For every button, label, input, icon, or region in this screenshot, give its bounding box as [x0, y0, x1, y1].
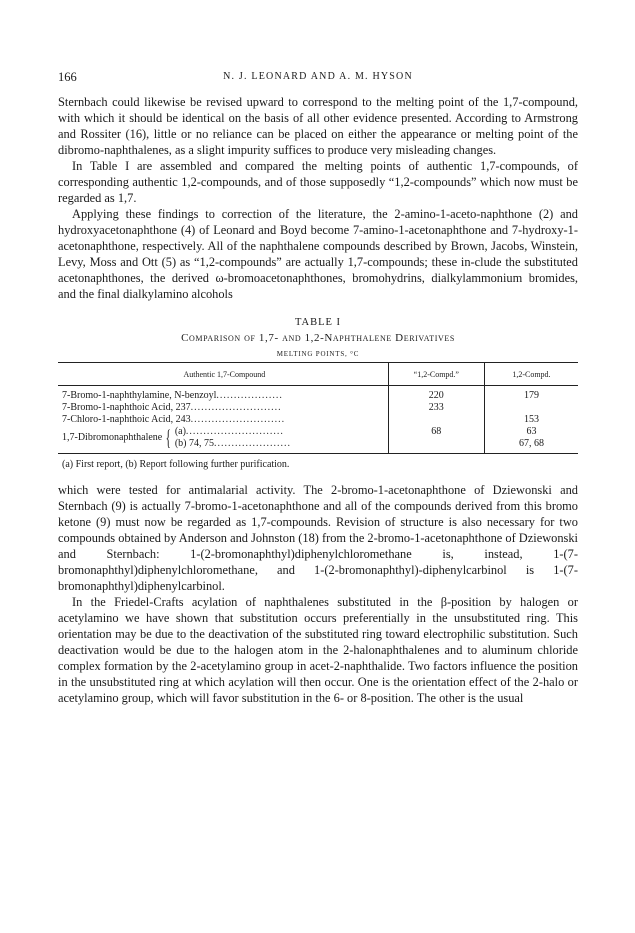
paragraph: which were tested for antimalarial activity. The 2-bromo-1-acetonaphthone of Dziewonski and Sternbach (9) is actually 7-bromo-1-acetonaphthone and all of the compounds derived from this bromo ketone (9) must now be regarded as 1,7-compounds. Revision of structure is also necessary for two compounds obtained by Anderson and Johnston (18) from the 2-bromo-1-acetonaphthone of Dziewonski and Sternbach: 1-(2-bromonaphthyl)diphenylchloromethane is, instead, 1-(7-bromonaphthyl)diphenylchloromethane, and 1-(2-bromonaphthyl)-diphenylcarbinol is 1-(7-bromonaphthyl)diphenylcarbinol. — [58, 483, 578, 593]
table-row — [58, 426, 578, 454]
paragraph: In Table I are assembled and compared the melting points of authentic 1,7-compounds, of corresponding authentic 1,2-compounds, and of those supposedly “1,2-compounds” which now must be regarded as 1,7. — [58, 159, 578, 205]
cell-value: 179 — [484, 386, 578, 403]
table-label: TABLE I — [294, 317, 342, 328]
leader-dots: ............................ — [185, 426, 284, 437]
running-head: N. J. LEONARD AND A. M. HYSON — [223, 71, 413, 82]
cell-value: 68 — [431, 426, 442, 437]
page-header — [58, 70, 578, 88]
table-row — [58, 386, 578, 403]
table-header-row — [58, 363, 578, 386]
column-header: 1,2-Compd. — [484, 363, 578, 386]
leader-dots: ...................... — [213, 438, 291, 449]
paragraph: In the Friedel-Crafts acylation of naphthalenes substituted in the β-position by halogen or acetylamino we have shown that substitution occurs preferentially in the unsubstituted ring. This orientation may be due to the deactivation of the substituted ring toward electrophilic substitution. Such deactivation would be due to the halogen atom in the 2-halonaphthalenes and to aluminum chloride complex formation by the 2-acetylamino group in acet-2-naphthalide. Two factors influence the position in the unsubstituted ring at which acylation will then occur. One is the orientation effect of the 2-halo or acetylamino group, which will favor substitution in the 6- or 8-position. The other is the usual — [58, 595, 578, 705]
cell-value — [388, 414, 484, 426]
cell-value: 63 — [526, 426, 537, 437]
compound-name: 7-Bromo-1-naphthylamine, N-benzoyl — [62, 390, 217, 401]
cell-value — [484, 402, 578, 414]
compound-name: 7-Bromo-1-naphthoic Acid, 237 — [62, 402, 191, 413]
cell-value: 67, 68 — [518, 438, 544, 449]
table-subtitle: MELTING POINTS, °C — [276, 350, 360, 358]
column-header: Authentic 1,7-Compound — [58, 363, 388, 386]
paragraph: Sternbach could likewise be revised upward to correspond to the melting point of the 1,7-compound, with which it should be identical on the basis of all other evidence presented. According to Armstrong and Rossiter (16), little or no reliance can be placed on either the appearance or melting point of the dibromo-naphthalenes, as a slight impurity suffices to produce very misleading changes. — [58, 95, 578, 157]
paragraph: Applying these findings to correction of the literature, the 2-amino-1-aceto-naphthone (2) and hydroxyacetonaphthone (4) of Leonard and Boyd become 7-amino-1-acetonaphthone and 7-hydroxy-1-acetonaphthone, respectively. All of the naphthalene compounds described by Brown, Jacobs, Winstein, Levy, Moss and Ott (5) as “1,2-compounds” are actually 1,7-compounds; these in-clude the substituted acetonaphthones, the derived ω-bromoacetonaphthones, bromohydrins, dialkylammonium bromides, and the final dialkylamino alcohols — [58, 207, 578, 301]
cell-value: 153 — [484, 414, 578, 426]
compound-name: 1,7-Dibromonaphthalene — [62, 432, 163, 443]
table-footnote: (a) First report, (b) Report following further purification. — [62, 459, 290, 470]
compound-name: 7-Chloro-1-naphthoic Acid, 243 — [62, 414, 191, 425]
page-number: 166 — [58, 70, 77, 84]
leader-dots: ................... — [216, 390, 283, 401]
journal-page — [58, 70, 578, 706]
cell-value: 220 — [388, 386, 484, 403]
column-header: “1,2-Compd.” — [388, 363, 484, 386]
table-title: Comparison of 1,7- and 1,2-Naphthalene Derivatives — [181, 332, 455, 344]
table-row — [58, 402, 578, 414]
cell-value: 233 — [388, 402, 484, 414]
sub-entry: (a) — [174, 426, 186, 437]
melting-points-table — [58, 362, 578, 454]
sub-entry: (b) 74, 75 — [174, 438, 214, 449]
brace: { — [165, 425, 172, 450]
leader-dots: ........................... — [190, 414, 286, 425]
leader-dots: .......................... — [190, 402, 282, 413]
table-row — [58, 414, 578, 426]
